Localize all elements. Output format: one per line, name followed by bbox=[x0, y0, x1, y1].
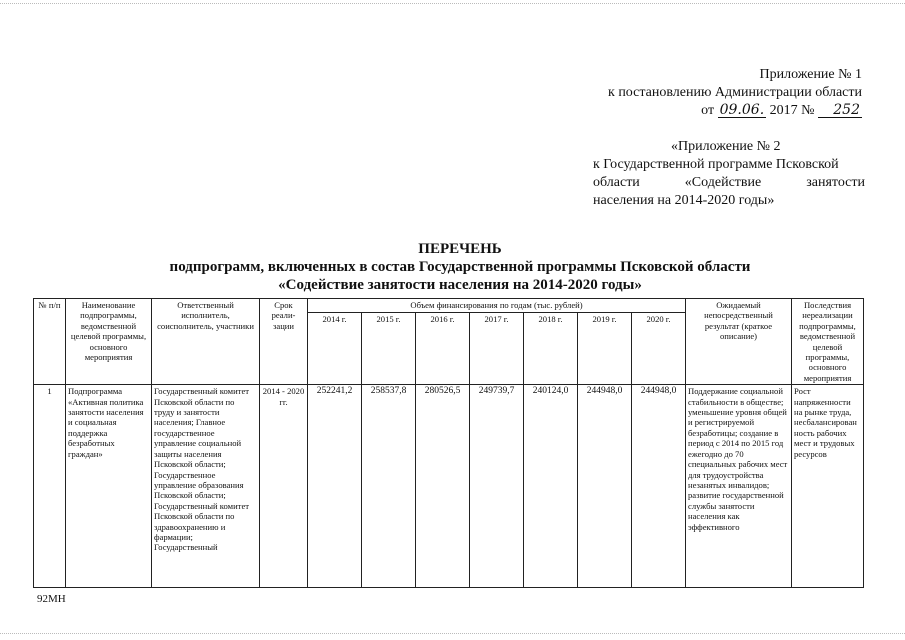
annex1-date-handwritten: 09.06. bbox=[719, 102, 765, 118]
annex1-year-no: 2017 № bbox=[769, 103, 815, 118]
annex1-number-handwritten: 252 bbox=[818, 103, 862, 118]
top-scan-edge bbox=[0, 3, 905, 4]
annex1-block bbox=[560, 66, 862, 120]
row-name: Подпрограмма «Активная политика занятости населения и социальная поддержка безработных граждан» bbox=[66, 385, 152, 588]
header-result: Ожидаемый непосредственный результат (краткое описание) bbox=[686, 299, 792, 385]
row-executor: Государственный комитет Псковской области по труду и занятости населения; Главное государственное управление социальной защиты населения Псковской области; Государственное управление образования Псковской области; Государственный комитет Псковской области по здравоохранению и фармации; Государственный bbox=[152, 385, 260, 588]
row-value-2017: 249739,7 bbox=[470, 385, 524, 588]
row-value-2016: 280526,5 bbox=[416, 385, 470, 588]
row-value-2018: 240124,0 bbox=[524, 385, 578, 588]
footer-code: 92МН bbox=[37, 593, 66, 605]
header-consequences: Последствия нереализации подпрограммы, ведомственной целевой программы, основного мероприятия bbox=[792, 299, 864, 385]
header-term: Срок реали-зации bbox=[260, 299, 308, 385]
row-num: 1 bbox=[34, 385, 66, 588]
title-line3: «Содействие занятости населения на 2014-2020 годы» bbox=[278, 277, 642, 293]
header-name: Наименование подпрограммы, ведомственной целевой программы, основного мероприятия bbox=[66, 299, 152, 385]
header-year: 2018 г. bbox=[524, 312, 578, 384]
subprograms-table bbox=[33, 298, 864, 588]
table-header-row bbox=[34, 299, 864, 313]
title-line2: подпрограмм, включенных в состав Государственной программы Псковской области bbox=[169, 259, 751, 275]
header-year: 2016 г. bbox=[416, 312, 470, 384]
row-consequences: Рост напряженности на рынке труда, несбалансирован ность рабочих мест и трудовых ресурсов bbox=[792, 385, 864, 588]
annex2-line4: населения на 2014-2020 годы» bbox=[593, 193, 775, 208]
row-term: 2014 - 2020 гг. bbox=[260, 385, 308, 588]
row-value-2019: 244948,0 bbox=[578, 385, 632, 588]
header-num: № п/п bbox=[34, 299, 66, 385]
bottom-scan-edge bbox=[0, 633, 905, 634]
header-year: 2015 г. bbox=[362, 312, 416, 384]
annex1-date-prefix: от bbox=[701, 103, 715, 118]
header-year: 2019 г. bbox=[578, 312, 632, 384]
document-title bbox=[60, 240, 860, 294]
annex2-block bbox=[593, 138, 865, 210]
annex2-line1: «Приложение № 2 bbox=[671, 139, 781, 154]
row-result: Поддержание социальной стабильности в обществе; уменьшение уровня общей и регистрируемой безработицы; создание в период с 2014 по 2015 год ежегодно до 70 специальных рабочих мест для трудоустройства незанятых инвалидов; развитие государственной службы занятости населения как эффективного bbox=[686, 385, 792, 588]
header-funding: Объем финансирования по годам (тыс. рублей) bbox=[308, 299, 686, 313]
header-executor: Ответственный исполнитель, соисполнитель, участники bbox=[152, 299, 260, 385]
row-value-2014: 252241,2 bbox=[308, 385, 362, 588]
annex2-line2: к Государственной программе Псковской bbox=[593, 157, 839, 172]
annex1-date-line bbox=[560, 102, 862, 120]
title-line1: ПЕРЕЧЕНЬ bbox=[418, 241, 502, 257]
annex2-line3: области «Содействие занятости bbox=[593, 175, 865, 190]
header-year: 2017 г. bbox=[470, 312, 524, 384]
row-value-2020: 244948,0 bbox=[632, 385, 686, 588]
annex1-line1: Приложение № 1 bbox=[759, 67, 862, 82]
header-year: 2014 г. bbox=[308, 312, 362, 384]
annex1-line2: к постановлению Администрации области bbox=[608, 85, 862, 100]
row-value-2015: 258537,8 bbox=[362, 385, 416, 588]
header-year: 2020 г. bbox=[632, 312, 686, 384]
table-row bbox=[34, 385, 864, 588]
